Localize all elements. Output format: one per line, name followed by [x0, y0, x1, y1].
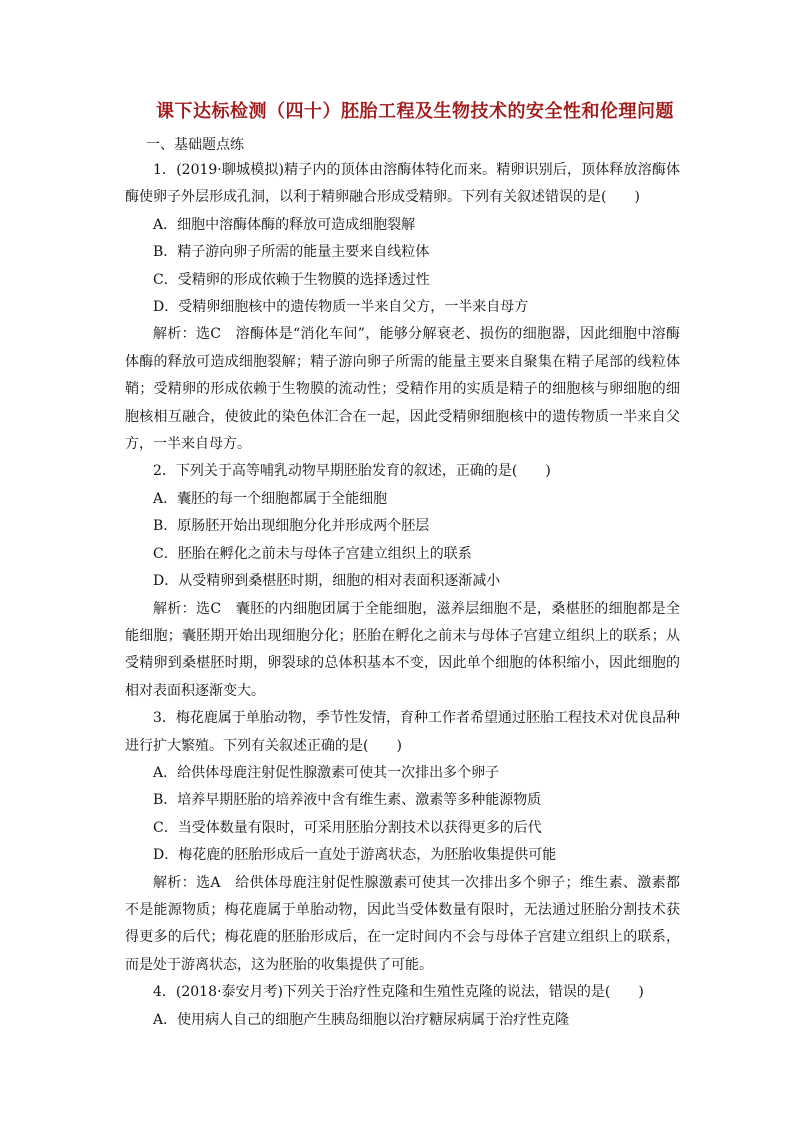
question-1-stem: 1．(2019·聊城模拟)精子内的顶体由溶酶体特化而来。精卵识别后，顶体释放溶酶体酶使卵子外层形成孔洞，以利于精卵融合形成受精卵。下列有关叙述错误的是( ) — [125, 162, 680, 206]
question-3-stem: 3．梅花鹿属于单胎动物，季节性发情，育种工作者希望通过胚胎工程技术对优良品种进行扩大繁殖。下列有关叙述正确的是( ) — [125, 710, 680, 754]
question-2-option-d: D．从受精卵到桑椹胚时期，细胞的相对表面积逐渐减小 — [153, 573, 501, 590]
question-1-option-d: D．受精卵细胞核中的遗传物质一半来自父方，一半来自母方 — [153, 299, 529, 316]
question-1-option-b: B．精子游向卵子所需的能量主要来自线粒体 — [153, 244, 430, 261]
question-2-stem: 2．下列关于高等哺乳动物早期胚胎发育的叙述，正确的是( ) — [153, 463, 551, 480]
question-4-stem: 4．(2018·泰安月考)下列关于治疗性克隆和生殖性克隆的说法，错误的是( ) — [153, 984, 644, 1001]
question-2-explanation: 解析：选C 囊胚的内细胞团属于全能细胞，滋养层细胞不是，桑椹胚的细胞都是全能细胞；囊胚期开始出现细胞分化；胚胎在孵化之前未与母体子宫建立组织上的联系；从受精卵到桑椹胚时期，卵裂球的总体积基本不变，因此单个细胞的体积缩小，因此细胞的相对表面积逐渐变大。 — [125, 600, 680, 699]
question-1-option-c: C．受精卵的形成依赖于生物膜的选择透过性 — [153, 271, 430, 288]
question-2-option-c: C．胚胎在孵化之前未与母体子宫建立组织上的联系 — [153, 545, 472, 562]
page-title: 课下达标检测（四十）胚胎工程及生物技术的安全性和伦理问题 — [156, 101, 674, 122]
question-list — [125, 157, 680, 1034]
question-2-option-a: A．囊胚的每一个细胞都属于全能细胞 — [153, 490, 388, 507]
question-1-explanation: 解析：选C 溶酶体是“消化车间”，能够分解衰老、损伤的细胞器，因此细胞中溶酶体酶的释放可造成细胞裂解；精子游向卵子所需的能量主要来自聚集在精子尾部的线粒体鞘；受精卵的形成依赖于生物膜的流动性；受精作用的实质是精子的细胞核与卵细胞的细胞核相互融合，使彼此的染色体汇合在一起，因此受精卵细胞核中的遗传物质一半来自父方，一半来自母方。 — [125, 326, 680, 453]
section-heading: 一、基础题点练 — [146, 137, 244, 153]
question-3-option-a: A．给供体母鹿注射促性腺激素可使其一次排出多个卵子 — [153, 764, 500, 781]
question-1-option-a: A．细胞中溶酶体酶的释放可造成细胞裂解 — [153, 216, 416, 233]
question-3-explanation: 解析：选A 给供体母鹿注射促性腺激素可使其一次排出多个卵子；维生素、激素都不是能源物质；梅花鹿属于单胎动物，因此当受体数量有限时，无法通过胚胎分割技术获得更多的后代；梅花鹿的胚胎形成后，在一定时间内不会与母体子宫建立组织上的联系，而是处于游离状态，这为胚胎的收集提供了可能。 — [125, 874, 680, 973]
question-3-option-c: C．当受体数量有限时，可采用胚胎分割技术以获得更多的后代 — [153, 819, 542, 836]
question-3-option-d: D．梅花鹿的胚胎形成后一直处于游离状态，为胚胎收集提供可能 — [153, 847, 557, 864]
question-2-option-b: B．原肠胚开始出现细胞分化并形成两个胚层 — [153, 518, 430, 535]
question-4-option-a: A．使用病人自己的细胞产生胰岛细胞以治疗糖尿病属于治疗性克隆 — [153, 1011, 570, 1028]
question-3-option-b: B．培养早期胚胎的培养液中含有维生素、激素等多种能源物质 — [153, 792, 542, 809]
